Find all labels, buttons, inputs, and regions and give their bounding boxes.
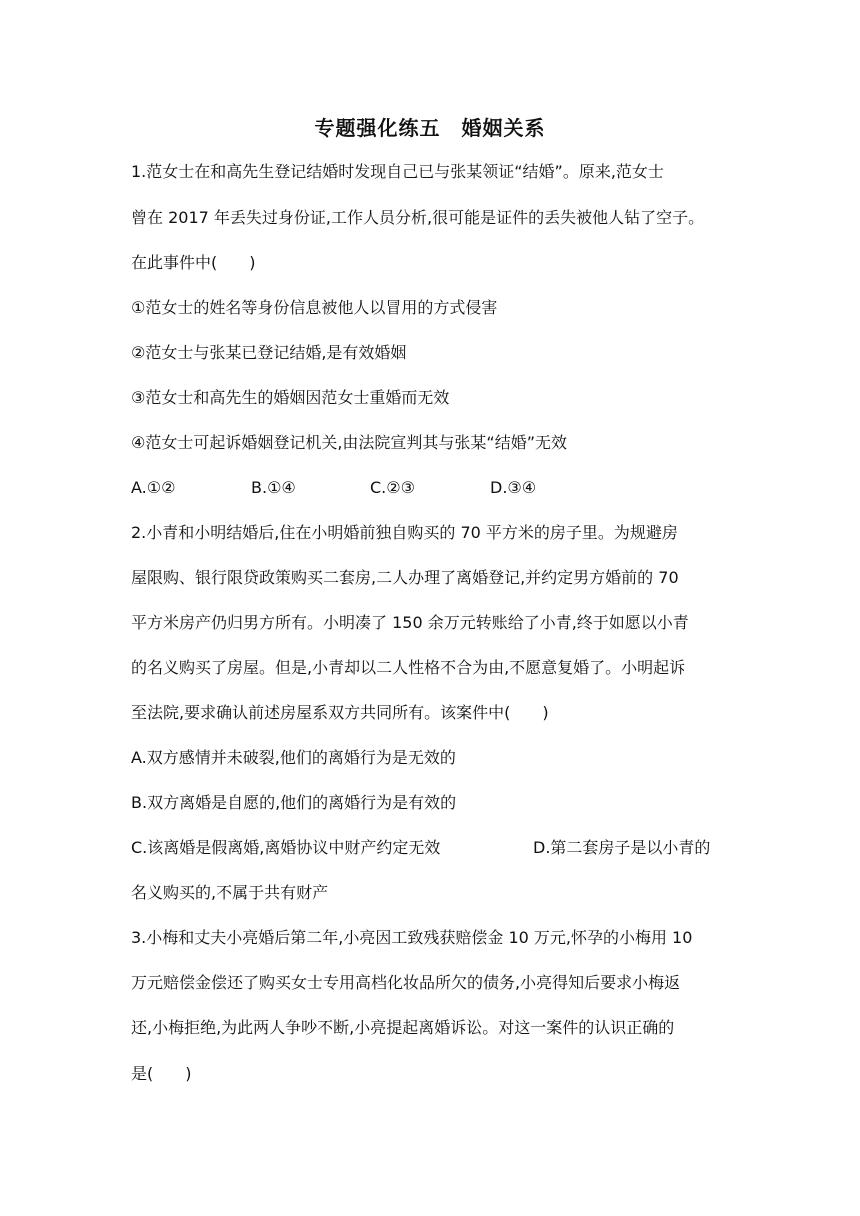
q3-stem-line: 是( ) <box>131 1064 192 1083</box>
q3-stem-line: 还,小梅拒绝,为此两人争吵不断,小亮提起离婚诉讼。对这一案件的认识正确的 <box>131 1018 675 1037</box>
q2-option-b: B.双方离婚是自愿的,他们的离婚行为是有效的 <box>131 793 457 812</box>
q2-option-d-continued: 名义购买的,不属于共有财产 <box>131 883 329 902</box>
q1-stem-line: 1.范女士在和高先生登记结婚时发现自己已与张某领证“结婚”。原来,范女士 <box>131 162 664 181</box>
q2-stem-line: 平方米房产仍归男方所有。小明凑了 150 余万元转账给了小青,终于如愿以小青 <box>131 613 689 632</box>
q2-option-c: C.该离婚是假离婚,离婚协议中财产约定无效 <box>131 838 441 857</box>
q1-option-a: A.①② <box>131 478 176 497</box>
q1-statement-4: ④范女士可起诉婚姻登记机关,由法院宣判其与张某“结婚”无效 <box>131 433 568 452</box>
q2-stem-line: 的名义购买了房屋。但是,小青却以二人性格不合为由,不愿意复婚了。小明起诉 <box>131 658 686 677</box>
q1-statement-2: ②范女士与张某已登记结婚,是有效婚姻 <box>131 343 407 362</box>
q1-stem-line: 曾在 2017 年丢失过身份证,工作人员分析,很可能是证件的丢失被他人钻了空子。 <box>131 208 705 227</box>
q1-statement-1: ①范女士的姓名等身份信息被他人以冒用的方式侵害 <box>131 298 498 317</box>
q2-stem-line: 2.小青和小明结婚后,住在小明婚前独自购买的 70 平方米的房子里。为规避房 <box>131 523 678 542</box>
q1-stem-line: 在此事件中( ) <box>131 253 256 272</box>
q2-stem-line: 屋限购、银行限贷政策购买二套房,二人办理了离婚登记,并约定男方婚前的 70 <box>131 568 679 587</box>
q1-option-c: C.②③ <box>370 478 415 497</box>
q1-statement-3: ③范女士和高先生的婚姻因范女士重婚而无效 <box>131 388 450 407</box>
q2-stem-line: 至法院,要求确认前述房屋系双方共同所有。该案件中( ) <box>131 703 549 722</box>
q3-stem-line: 万元赔偿金偿还了购买女士专用高档化妆品所欠的债务,小亮得知后要求小梅返 <box>131 973 681 992</box>
q3-stem-line: 3.小梅和丈夫小亮婚后第二年,小亮因工致残获赔偿金 10 万元,怀孕的小梅用 10 <box>131 928 693 947</box>
page-title: 专题强化练五 婚姻关系 <box>314 116 546 140</box>
q1-option-b: B.①④ <box>251 478 296 497</box>
q2-option-d: D.第二套房子是以小青的 <box>533 838 711 857</box>
q2-option-a: A.双方感情并未破裂,他们的离婚行为是无效的 <box>131 748 456 767</box>
q1-option-d: D.③④ <box>490 478 537 497</box>
